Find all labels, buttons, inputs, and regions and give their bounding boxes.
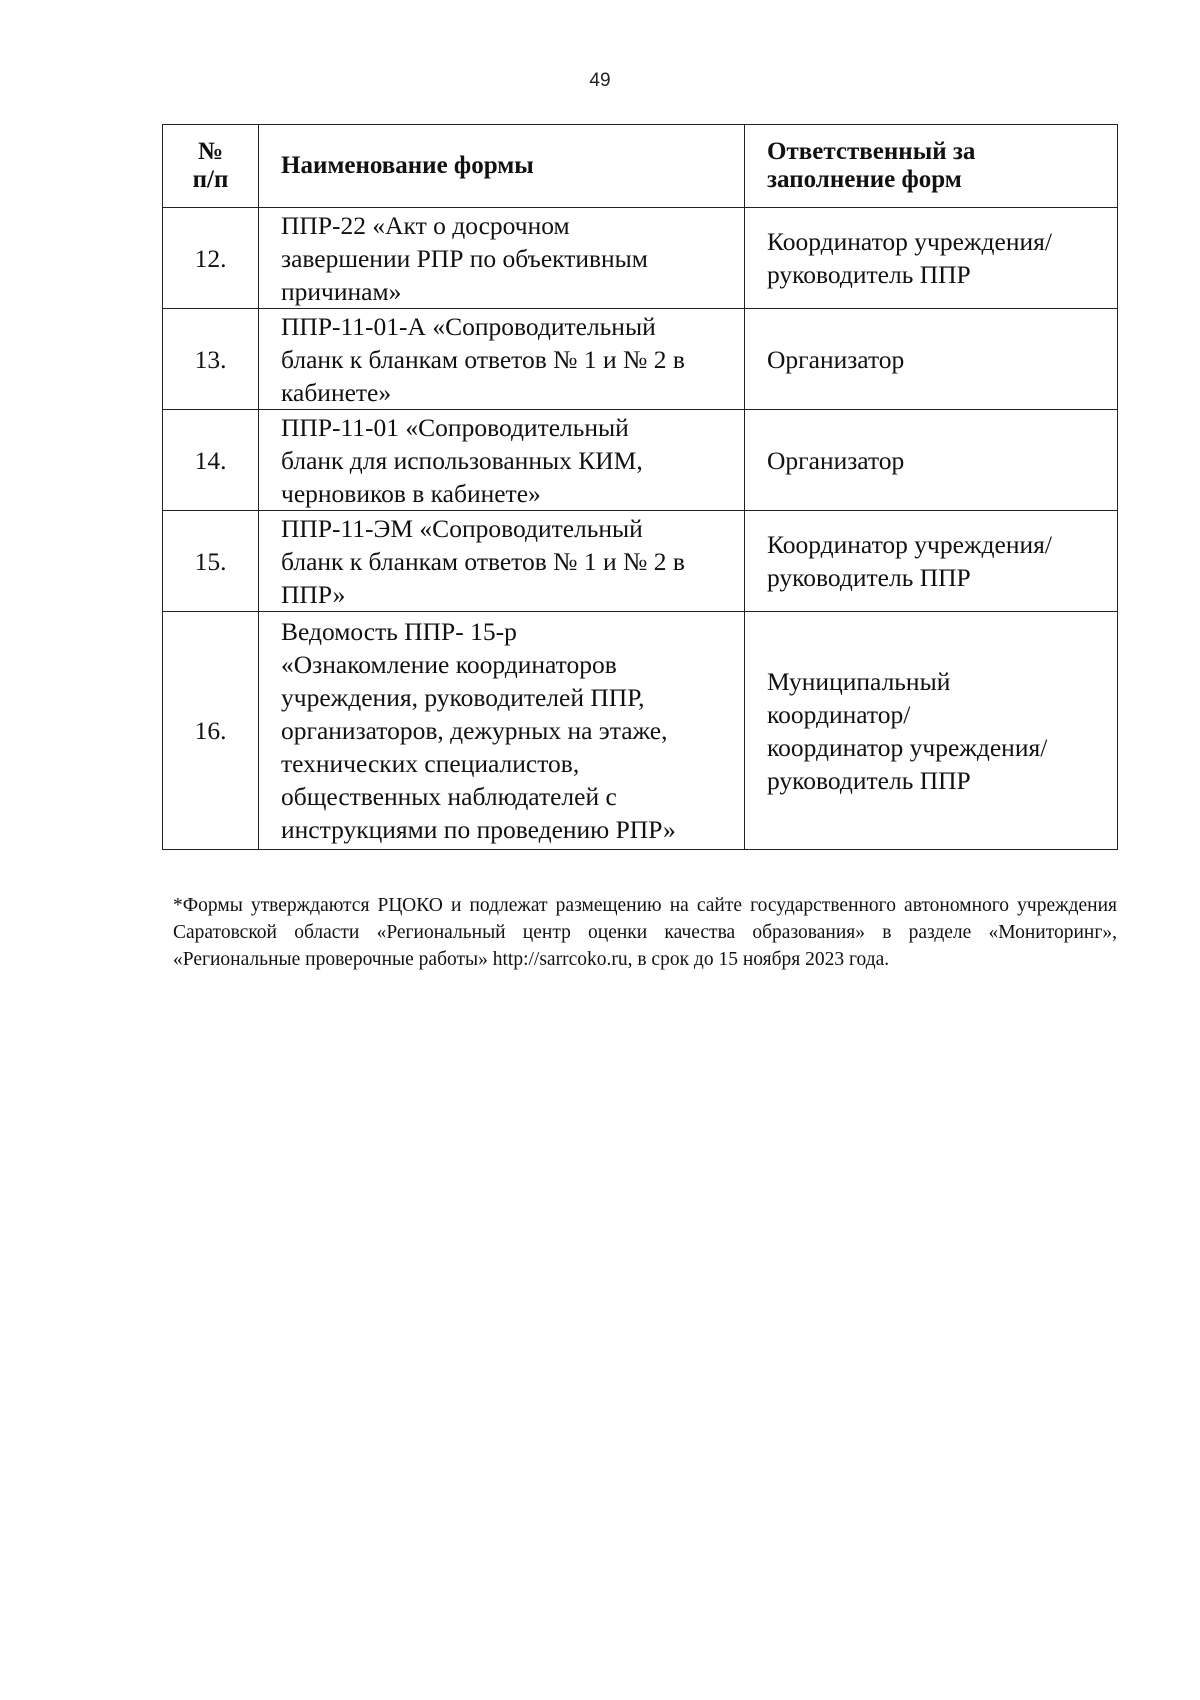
form-name-cell: ППР-11-01 «Сопроводительный бланк для использованных КИМ, черновиков в кабинете»: [259, 410, 745, 511]
row-number: 16.: [163, 612, 259, 850]
forms-table: [162, 124, 1118, 850]
responsible-cell: Организатор: [745, 309, 1118, 410]
table-row: [163, 410, 1118, 511]
responsible-cell: Муниципальный координатор/ координатор учреждения/ руководитель ППР: [745, 612, 1118, 850]
responsible-cell: Координатор учреждения/ руководитель ППР: [745, 511, 1118, 612]
responsible-cell: Координатор учреждения/ руководитель ППР: [745, 208, 1118, 309]
header-number: № п/п: [163, 125, 259, 208]
table-row: [163, 208, 1118, 309]
header-form-name: Наименование формы: [259, 125, 745, 208]
table-header-row: [163, 125, 1118, 208]
form-name-cell: ППР-22 «Акт о досрочном завершении РПР по объективным причинам»: [259, 208, 745, 309]
responsible-cell: Организатор: [745, 410, 1118, 511]
row-number: 12.: [163, 208, 259, 309]
table-row: [163, 309, 1118, 410]
row-number: 13.: [163, 309, 259, 410]
form-name-cell: ППР-11-01-А «Сопроводительный бланк к бланкам ответов № 1 и № 2 в кабинете»: [259, 309, 745, 410]
table-row: [163, 511, 1118, 612]
row-number: 15.: [163, 511, 259, 612]
row-number: 14.: [163, 410, 259, 511]
footnote: *Формы утверждаются РЦОКО и подлежат размещению на сайте государственного автономного учреждения Саратовской области «Региональный центр оценки качества образования» в разделе «Мониторинг», «Региональные проверочные работы» http://sarrcoko.ru, в срок до 15 ноября 2023 года.: [173, 895, 1117, 970]
header-responsible: Ответственный за заполнение форм: [745, 125, 1118, 208]
form-name-cell: ППР-11-ЭМ «Сопроводительный бланк к бланкам ответов № 1 и № 2 в ППР»: [259, 511, 745, 612]
form-name-cell: Ведомость ППР- 15-р «Ознакомление координаторов учреждения, руководителей ППР, организаторов, дежурных на этаже, технических специалистов, общественных наблюдателей с инструкциями по проведению РПР»: [259, 612, 745, 850]
table-row: [163, 612, 1118, 850]
page-number: 49: [589, 70, 611, 91]
